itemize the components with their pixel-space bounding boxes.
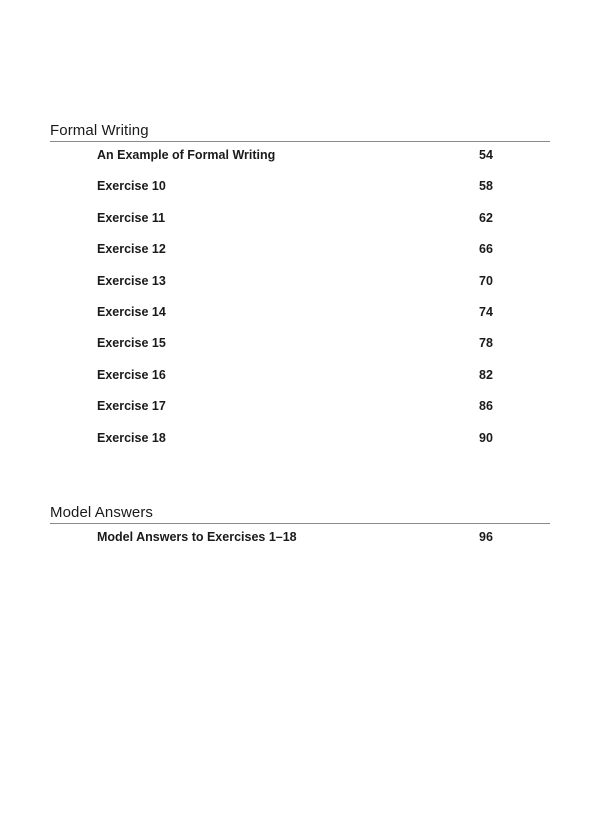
toc-entry-title: Exercise 11	[97, 210, 166, 225]
toc-entry[interactable]	[50, 362, 550, 393]
toc-entry-title: Exercise 12	[97, 242, 166, 257]
toc-entry-page-number: 74	[479, 304, 493, 319]
toc-section-model-answers	[50, 504, 550, 555]
toc-entry-page-number: 54	[479, 148, 493, 162]
toc-entry-page-number: 86	[479, 399, 493, 414]
toc-entry-title: Exercise 13	[97, 273, 166, 288]
toc-entry-page-number: 62	[479, 210, 493, 225]
toc-entry-page-number: 96	[479, 530, 493, 544]
section-heading: Formal Writing	[50, 122, 550, 142]
toc-entry-page-number: 78	[479, 336, 493, 351]
toc-entry-title: Exercise 18	[97, 430, 166, 445]
toc-entry-page-number: 66	[479, 242, 493, 257]
toc-entry-title: Model Answers to Exercises 1–18	[97, 530, 297, 544]
toc-entry-title: An Example of Formal Writing	[97, 148, 276, 162]
toc-entry[interactable]	[50, 524, 550, 555]
section-heading: Model Answers	[50, 504, 550, 524]
toc-entry[interactable]	[50, 299, 550, 330]
toc-entry[interactable]	[50, 393, 550, 424]
toc-entry[interactable]	[50, 330, 550, 361]
toc-entry-page-number: 58	[479, 179, 493, 194]
toc-entry-title: Exercise 15	[97, 336, 166, 351]
toc-entry[interactable]	[50, 425, 550, 456]
toc-entry-page-number: 90	[479, 430, 493, 445]
toc-section-formal-writing	[50, 122, 550, 456]
toc-entry[interactable]	[50, 205, 550, 236]
toc-entry-title: Exercise 17	[97, 399, 166, 414]
toc-entry-list	[50, 524, 550, 555]
toc-entry[interactable]	[50, 236, 550, 267]
toc-entry[interactable]	[50, 268, 550, 299]
toc-entry-page-number: 82	[479, 367, 493, 382]
toc-entry-list	[50, 142, 550, 456]
toc-entry-title: Exercise 10	[97, 179, 166, 194]
toc-entry[interactable]	[50, 173, 550, 204]
toc-entry-title: Exercise 16	[97, 367, 166, 382]
toc-entry-title: Exercise 14	[97, 304, 166, 319]
toc-entry[interactable]	[50, 142, 550, 173]
toc-entry-page-number: 70	[479, 273, 493, 288]
